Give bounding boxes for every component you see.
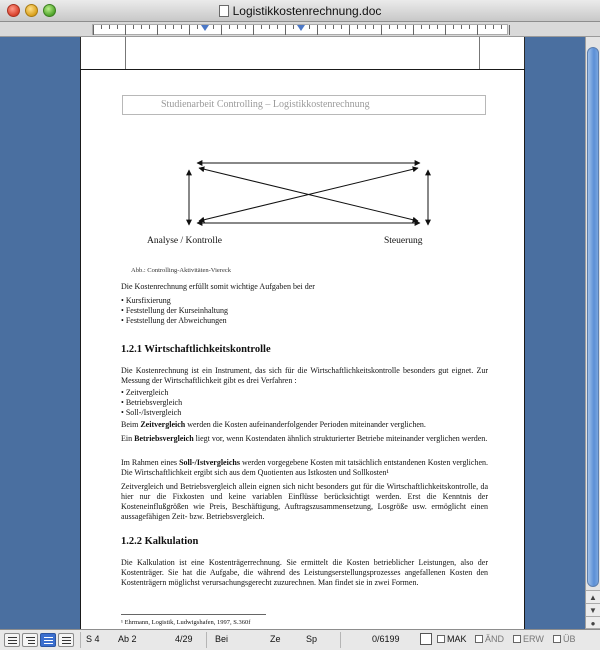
toggle-label: MAK [447,634,467,644]
ruler-tick [101,25,102,29]
checkbox-icon [553,635,561,643]
outline-view-button[interactable] [22,633,38,647]
page-layout-view-button[interactable] [40,633,56,647]
toggle-overtype[interactable] [553,634,576,644]
list-item: • Betriebsvergleich [121,398,182,408]
ruler-tick [173,25,174,29]
ruler-tick [341,25,342,29]
paragraph: Zeitvergleich und Betriebsvergleich allein eignen sich nicht besonders gut für die Wirtschaftlichkeitskontrolle, da hier nur die Fixkosten und keine variablen Einflüsse berücksichtigt werden. Erst die Kenntnis der Kosteneinflußgrößen wie Preis, Beschäftigung, Auftragszusammensetzung, Losgröße usw. ermöglicht einen aussagefähigen Zeit- bzw. Betriebsvergleich. [121,482,488,521]
window-title-text: Logistikkostenrechnung.doc [232,4,382,18]
ruler-tick [285,25,286,35]
method-bullet-list [121,388,182,418]
intro-paragraph: Die Kostenrechnung erfüllt somit wichtige Aufgaben bei der [121,282,315,291]
ruler-tick [269,25,270,29]
ruler-tick [509,25,510,35]
ruler-tick [245,25,246,29]
ruler-tick [429,25,430,29]
footnote: ¹ Ehrmann, Logistik, Ludwigshafen, 1997, S.360f [121,619,251,626]
vertical-scrollbar[interactable] [585,37,600,629]
ruler-tick [373,25,374,29]
ruler-tick [261,25,262,29]
status-line: Ze [270,634,281,644]
ruler-tick [197,25,198,29]
ruler-tick [293,25,294,29]
ruler-tick [413,25,414,35]
ruler-tick [325,25,326,29]
toggle-track-changes[interactable] [475,634,504,644]
status-paragraph: Ab 2 [118,634,137,644]
window-title [0,4,600,18]
ruler-tick [421,25,422,29]
ruler-tick [317,25,318,35]
paragraph [121,458,488,478]
ruler-tick [381,25,382,35]
document-page[interactable] [80,69,525,629]
ruler-tick [485,25,486,29]
intro-bullet-list [121,296,228,326]
figure-caption: Abb.: Controlling-Aktivitäten-Viereck [131,267,231,274]
diagram-label-right: Steuerung [384,236,423,246]
section-heading: 1.2.1 Wirtschaftlichkeitskontrolle [121,344,271,355]
notebook-view-button[interactable] [58,633,74,647]
ruler-tick [221,25,222,35]
ruler-tick [477,25,478,35]
ruler-tick [469,25,470,29]
ruler-tick [397,25,398,29]
toggle-macro-recording[interactable] [437,634,467,644]
document-area[interactable] [0,37,585,629]
document-icon [219,5,229,17]
ruler-tick [125,25,126,35]
ruler-tick [229,25,230,29]
normal-view-button[interactable] [4,633,20,647]
ruler-tick [445,25,446,35]
ruler-tick [405,25,406,29]
status-position: Bei [215,634,229,644]
ruler-tick [309,25,310,29]
text-run: werden die Kosten aufeinanderfolgender Perioden miteinander verglichen. [185,420,426,429]
ruler-tick [165,25,166,29]
text-run: liegt vor, wenn Kostendaten ähnlich strukturierter Betriebe miteinander verglichen werden. [193,434,488,443]
ruler-tick [149,25,150,29]
ruler-tick [133,25,134,29]
footnote-separator [121,614,266,615]
list-item: • Feststellung der Kurseinhaltung [121,306,228,316]
ruler-tick [365,25,366,29]
bold-term: Zeitvergleich [140,420,186,429]
toggle-label: ERW [523,634,544,644]
scroll-up-button[interactable]: ▲ [586,590,600,603]
checkbox-icon [437,635,445,643]
list-item: • Kursfixierung [121,296,228,306]
ruler-tick [501,25,502,29]
toggle-label: ÄND [485,634,505,644]
status-column: Sp [306,634,318,644]
status-word-count[interactable]: 0/6199 [372,634,400,644]
text-run: Im Rahmen eines [121,458,180,467]
ruler-tick [277,25,278,29]
ruler-tick [461,25,462,29]
browse-object-button[interactable]: ● [586,616,600,629]
horizontal-ruler[interactable] [92,24,508,35]
ruler-tick [117,25,118,29]
bold-term: Betriebsvergleich [134,434,194,443]
paragraph: Die Kalkulation ist eine Kostenträgerrechnung. Sie ermittelt die Kosten betrieblicher Leistungen, also der Kostenträger. Sie hat die Aufgabe, die während des Leistungserstellungsprozesses angefallenen Kosten den Kostenträgern möglichst verursachungsgerecht zuzurechnen. Man findet sie in zwei Formen. [121,558,488,587]
bold-term: Soll-/Istvergleichs [179,458,240,467]
ruler-tick [349,25,350,35]
status-bar [0,629,600,650]
indent-marker[interactable] [297,25,305,31]
divider [206,632,207,648]
list-item: • Zeitvergleich [121,388,182,398]
checkbox-icon [513,635,521,643]
section-heading: 1.2.2 Kalkulation [121,536,199,547]
ruler-tick [237,25,238,29]
list-item: • Soll-/Istvergleich [121,408,182,418]
ruler-tick [157,25,158,35]
diagram-label-left: Analyse / Kontrolle [147,236,222,246]
paragraph [121,434,488,444]
scrollbar-thumb[interactable] [587,47,599,587]
indent-marker[interactable] [201,25,209,31]
ruler-tick [109,25,110,29]
ruler-bar [0,22,600,37]
text-run: Ein [121,434,135,443]
text-run: werden vorgegebene Kosten mit tatsächlich entstandenen Kosten verglichen. Die Wirtschaftlichkeit ergibt sich aus dem Quotienten aus Istkosten und Sollkosten¹ [121,458,488,477]
toggle-label: ÜB [563,634,576,644]
status-section: S 4 [86,634,100,644]
spellcheck-status-icon[interactable] [420,633,432,645]
ruler-tick [213,25,214,29]
paragraph [121,420,488,430]
ruler-tick [93,25,94,35]
ruler-tick [389,25,390,29]
scroll-down-button[interactable]: ▼ [586,603,600,616]
ruler-tick [357,25,358,29]
text-run: Beim [121,420,141,429]
ruler-tick [181,25,182,29]
status-page: 4/29 [175,634,193,644]
ruler-tick [493,25,494,29]
title-bar [0,0,600,22]
toggle-extend-selection[interactable] [513,634,544,644]
ruler-tick [253,25,254,35]
ruler-tick [437,25,438,29]
paragraph: Die Kostenrechnung ist ein Instrument, das sich für die Wirtschaftlichkeitskontrolle besonders gut eignet. Zur Messung der Wirtschaftlichkeit gibt es drei Verfahren : [121,366,488,385]
divider [340,632,341,648]
list-item: • Feststellung der Abweichungen [121,316,228,326]
ruler-tick [333,25,334,29]
ruler-tick [189,25,190,35]
ruler-tick [453,25,454,29]
page-header-text: Studienarbeit Controlling – Logistikkostenrechnung [161,99,370,110]
ruler-tick [141,25,142,29]
divider [80,632,81,648]
checkbox-icon [475,635,483,643]
